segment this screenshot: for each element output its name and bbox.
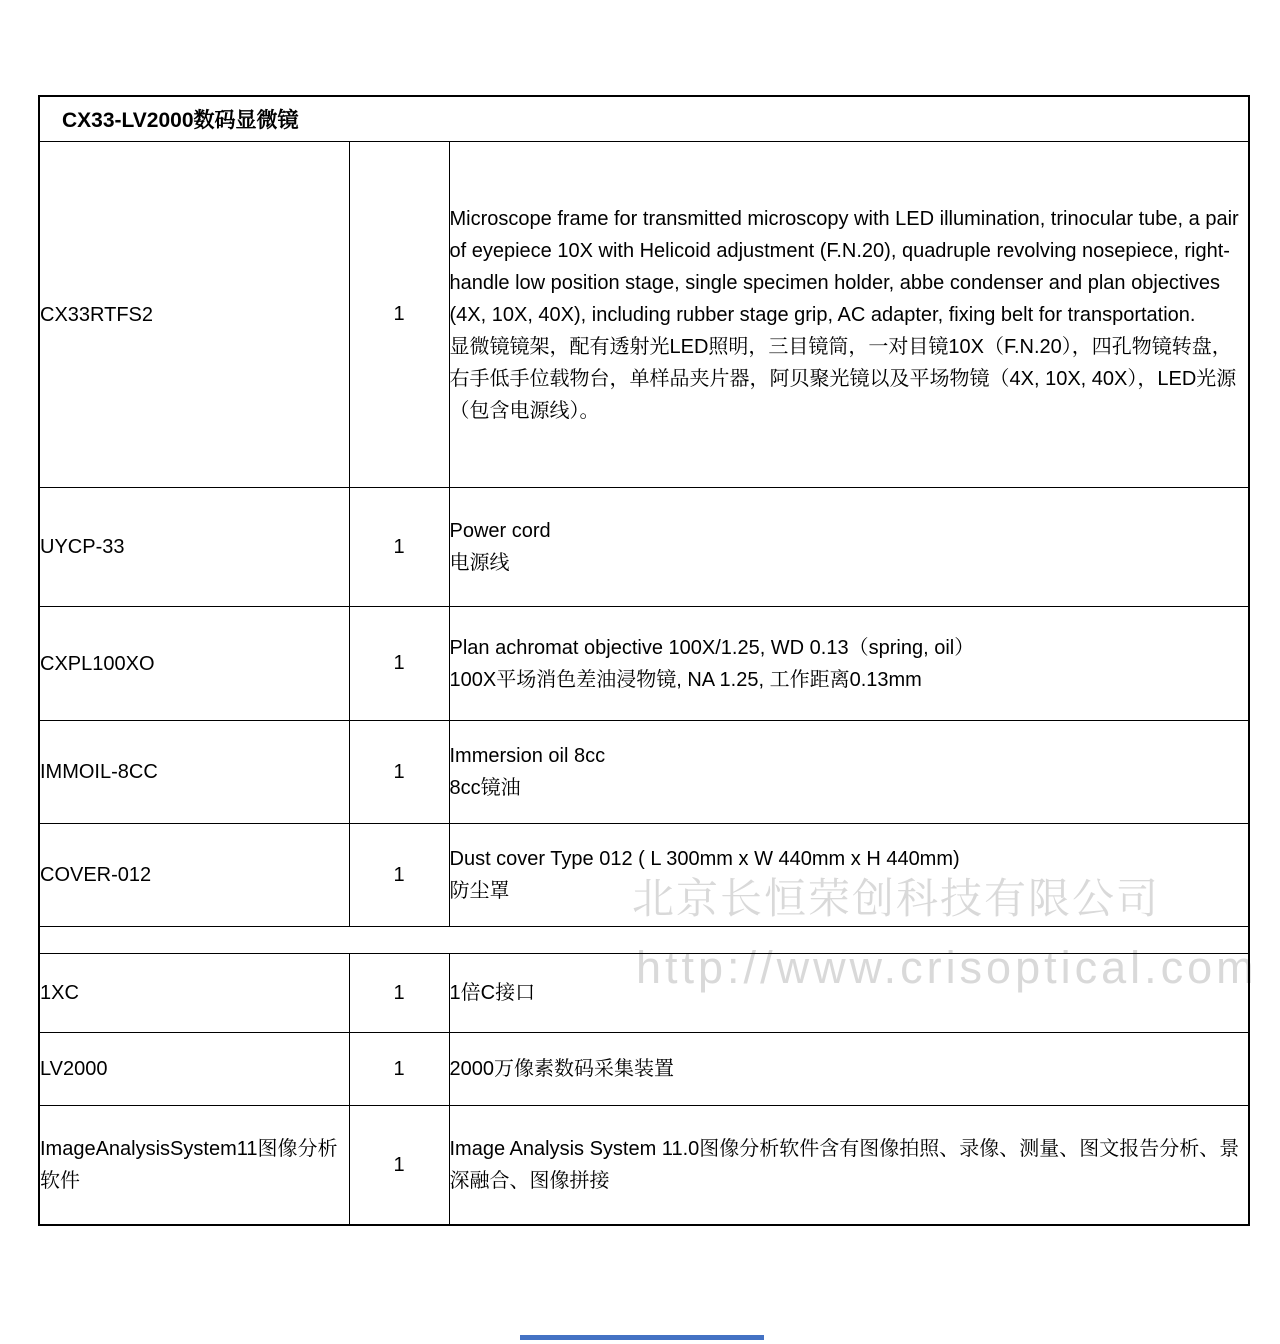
qty-cell: 1	[349, 488, 449, 607]
desc-chinese: 2000万像素数码采集装置	[449, 1058, 674, 1080]
desc-english: Immersion oil 8cc	[449, 745, 606, 767]
table-title: CX33-LV2000数码显微镜	[39, 96, 1249, 142]
desc-cell	[449, 488, 1249, 607]
model-cell: CXPL100XO	[39, 607, 349, 721]
model-cell: UYCP-33	[39, 488, 349, 607]
model-cell: COVER-012	[39, 824, 349, 927]
page-end-marker	[520, 1335, 764, 1340]
model-cell: ImageAnalysisSystem11图像分析软件	[39, 1106, 349, 1226]
desc-cell	[449, 721, 1249, 824]
desc-chinese: 100X平场消色差油浸物镜, NA 1.25, 工作距离0.13mm	[449, 668, 922, 691]
watermark-company-name: 北京长恒荣创科技有限公司	[632, 875, 1161, 922]
table-row	[39, 721, 1249, 824]
desc-chinese: 防尘罩	[449, 880, 510, 902]
table-row	[39, 607, 1249, 721]
desc-chinese: 1倍C接口	[449, 982, 536, 1004]
qty-cell: 1	[349, 607, 449, 721]
desc-english: Power cord	[449, 520, 551, 542]
table-row	[39, 488, 1249, 607]
desc-chinese: 电源线	[449, 552, 510, 574]
model-cell: 1XC	[39, 954, 349, 1033]
qty-cell: 1	[349, 1033, 449, 1106]
desc-english: Plan achromat objective 100X/1.25, WD 0.13（spring, oil）	[449, 636, 975, 659]
desc-chinese: 显微镜镜架，配有透射光LED照明，三目镜筒，一对目镜10X（F.N.20），四孔物镜转盘，右手低手位载物台，单样品夹片器，阿贝聚光镜以及平场物镜（4X, 10X, 40X），LED光源（包含电源线）。	[449, 335, 1237, 422]
table-row	[39, 1106, 1249, 1226]
qty-cell: 1	[349, 1106, 449, 1226]
desc-cell	[449, 1033, 1249, 1106]
desc-english: Dust cover Type 012 ( L 300mm x W 440mm x H 440mm)	[449, 848, 960, 870]
qty-cell: 1	[349, 954, 449, 1033]
table-row	[39, 1033, 1249, 1106]
model-cell: IMMOIL-8CC	[39, 721, 349, 824]
desc-chinese: 8cc镜油	[449, 777, 521, 799]
table-row	[39, 824, 1249, 927]
model-cell: CX33RTFS2	[39, 142, 349, 488]
table-row	[39, 142, 1249, 488]
desc-english: Microscope frame for transmitted microscopy with LED illumination, trinocular tube, a pair of eyepiece 10X with Helicoid adjustment (F.N.20), quadruple revolving nosepiece, right-handle low position stage, single specimen holder, abbe condenser and plan objectives (4X, 10X, 40X), including rubber stage grip, AC adapter, fixing belt for transportation.	[449, 207, 1239, 326]
table-header-row	[39, 96, 1249, 142]
desc-cell	[449, 1106, 1249, 1226]
desc-cell	[449, 954, 1249, 1033]
qty-cell: 1	[349, 721, 449, 824]
desc-cell	[449, 824, 1249, 927]
table-row	[39, 954, 1249, 1033]
qty-cell: 1	[349, 824, 449, 927]
watermark-website-url: http://www.crisoptical.com	[636, 942, 1258, 993]
model-cell: LV2000	[39, 1033, 349, 1106]
desc-mixed: Image Analysis System 11.0图像分析软件含有图像拍照、录像、测量、图文报告分析、景深融合、图像拼接	[449, 1138, 1240, 1192]
desc-cell	[449, 142, 1249, 488]
empty-spacer-row	[39, 927, 1249, 954]
spacer-cell	[39, 927, 1249, 954]
product-spec-table	[38, 95, 1250, 1226]
qty-cell: 1	[349, 142, 449, 488]
desc-cell	[449, 607, 1249, 721]
